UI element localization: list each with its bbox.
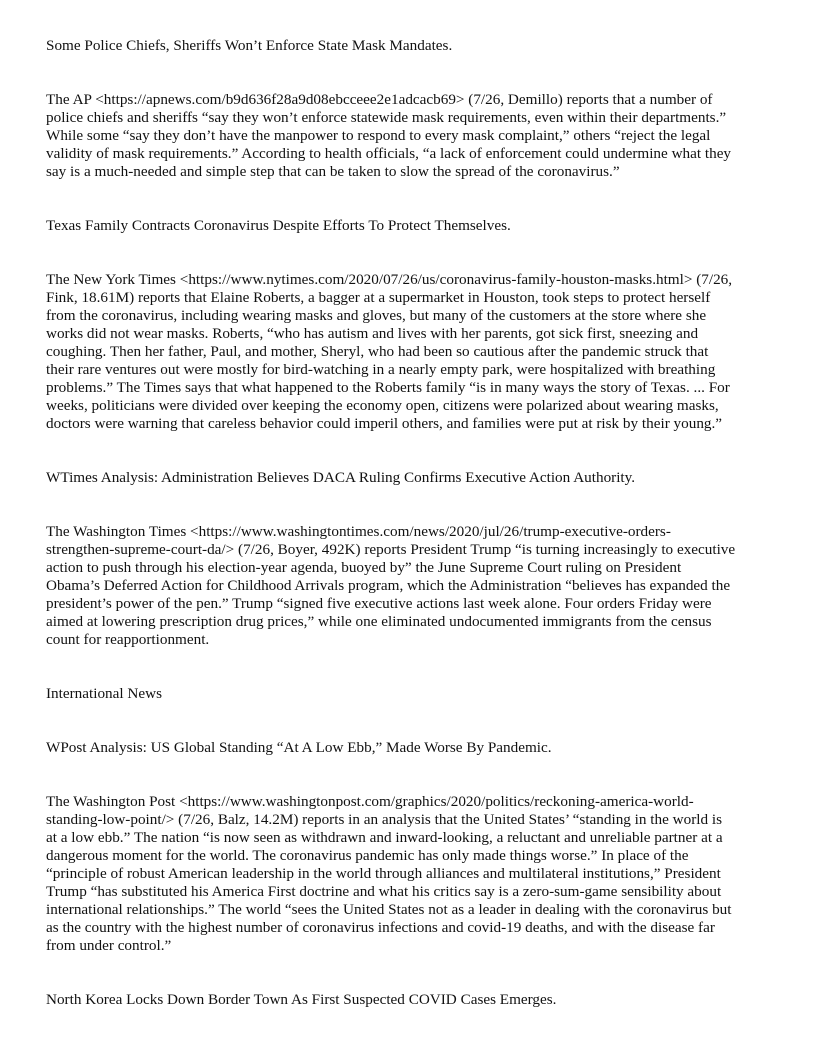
body-line: international relationships.” The world “sees the United States not as a leader in dealing with the coronavirus but — [46, 901, 732, 918]
body-line: dangerous moment for the world. The coronavirus pandemic has only made things worse.” In place of the — [46, 847, 689, 864]
body-line: action to push through his election-year agenda, buoyed by” the June Supreme Court ruling on President — [46, 559, 682, 576]
headline-daca-ruling: WTimes Analysis: Administration Believes DACA Ruling Confirms Executive Action Authority. — [46, 469, 636, 486]
body-line: as the country with the highest number of coronavirus infections and covid-19 deaths, and with the disease far — [46, 919, 715, 936]
body-line: validity of mask requirements.” According to health officials, “a lack of enforcement could undermine what they — [46, 145, 732, 162]
body-line: The AP <https://apnews.com/b9d636f28a9d08ebcceee2e1adcacb69> (7/26, Demillo) reports that a number of — [46, 91, 713, 108]
article-body-us-global-standing — [46, 793, 776, 955]
article-body-mask-mandates — [46, 91, 776, 181]
headline-north-korea: North Korea Locks Down Border Town As First Suspected COVID Cases Emerges. — [46, 991, 557, 1008]
article-body-daca-ruling — [46, 523, 776, 649]
body-line: “principle of robust American leadership in the world through alliances and multilateral institutions,” President — [46, 865, 721, 882]
body-line: Obama’s Deferred Action for Childhood Arrivals program, which the Administration “believes has expanded the — [46, 577, 731, 594]
headline-mask-mandates: Some Police Chiefs, Sheriffs Won’t Enforce State Mask Mandates. — [46, 37, 453, 54]
body-line: aimed at lowering prescription drug prices,” while one eliminated undocumented immigrants from the census — [46, 613, 712, 630]
body-line: Fink, 18.61M) reports that Elaine Roberts, a bagger at a supermarket in Houston, took steps to protect herself — [46, 289, 711, 306]
body-line: coughing. Then her father, Paul, and mother, Sheryl, who had been so cautious after the pandemic struck that — [46, 343, 709, 360]
body-line: The Washington Times <https://www.washingtontimes.com/news/2020/jul/26/trump-executive-orders- — [46, 523, 671, 540]
body-line: weeks, politicians were divided over keeping the economy open, citizens were polarized about wearing masks, — [46, 397, 719, 414]
body-line: The New York Times <https://www.nytimes.com/2020/07/26/us/coronavirus-family-houston-masks.html> (7/26, — [46, 271, 733, 288]
body-line: Trump “has substituted his America First doctrine and what his critics say is a zero-sum-game sensibility about — [46, 883, 722, 900]
body-line: count for reapportionment. — [46, 631, 210, 648]
headline-texas-family: Texas Family Contracts Coronavirus Despite Efforts To Protect Themselves. — [46, 217, 511, 234]
body-line: The Washington Post <https://www.washingtonpost.com/graphics/2020/politics/reckoning-america-world- — [46, 793, 694, 810]
body-line: president’s power of the pen.” Trump “signed five executive actions last week alone. Four orders Friday were — [46, 595, 712, 612]
section-heading-international: International News — [46, 685, 162, 702]
headline-us-global-standing: WPost Analysis: US Global Standing “At A Low Ebb,” Made Worse By Pandemic. — [46, 739, 552, 756]
body-line: at a low ebb.” The nation “is now seen as withdrawn and inward-looking, a reluctant and unreliable partner at a — [46, 829, 723, 846]
body-line: from the coronavirus, including wearing masks and gloves, but many of the customers at the store where she — [46, 307, 707, 324]
body-line: from under control.” — [46, 937, 172, 954]
body-line: say is a much-needed and simple step that can be taken to slow the spread of the coronavirus.” — [46, 163, 620, 180]
body-line: their rare ventures out were mostly for bird-watching in a nearly empty park, were hospitalized with breathing — [46, 361, 716, 378]
body-line: While some “say they don’t have the manpower to respond to every mask complaint,” others “reject the legal — [46, 127, 711, 144]
body-line: strengthen-supreme-court-da/> (7/26, Boyer, 492K) reports President Trump “is turning increasingly to executive — [46, 541, 736, 558]
body-line: police chiefs and sheriffs “say they won’t enforce statewide mask requirements, even within their departments.” — [46, 109, 727, 126]
article-body-texas-family — [46, 271, 776, 433]
body-line: doctors were warning that careless behavior could imperil others, and families were put at risk by their young.” — [46, 415, 723, 432]
body-line: problems.” The Times says that what happened to the Roberts family “is in many ways the story of Texas. ... For — [46, 379, 730, 396]
body-line: works did not wear masks. Roberts, “who has autism and lives with her parents, got sick first, sneezing and — [46, 325, 699, 342]
body-line: standing-low-point/> (7/26, Balz, 14.2M) reports in an analysis that the United States’ “standing in the world is — [46, 811, 722, 828]
